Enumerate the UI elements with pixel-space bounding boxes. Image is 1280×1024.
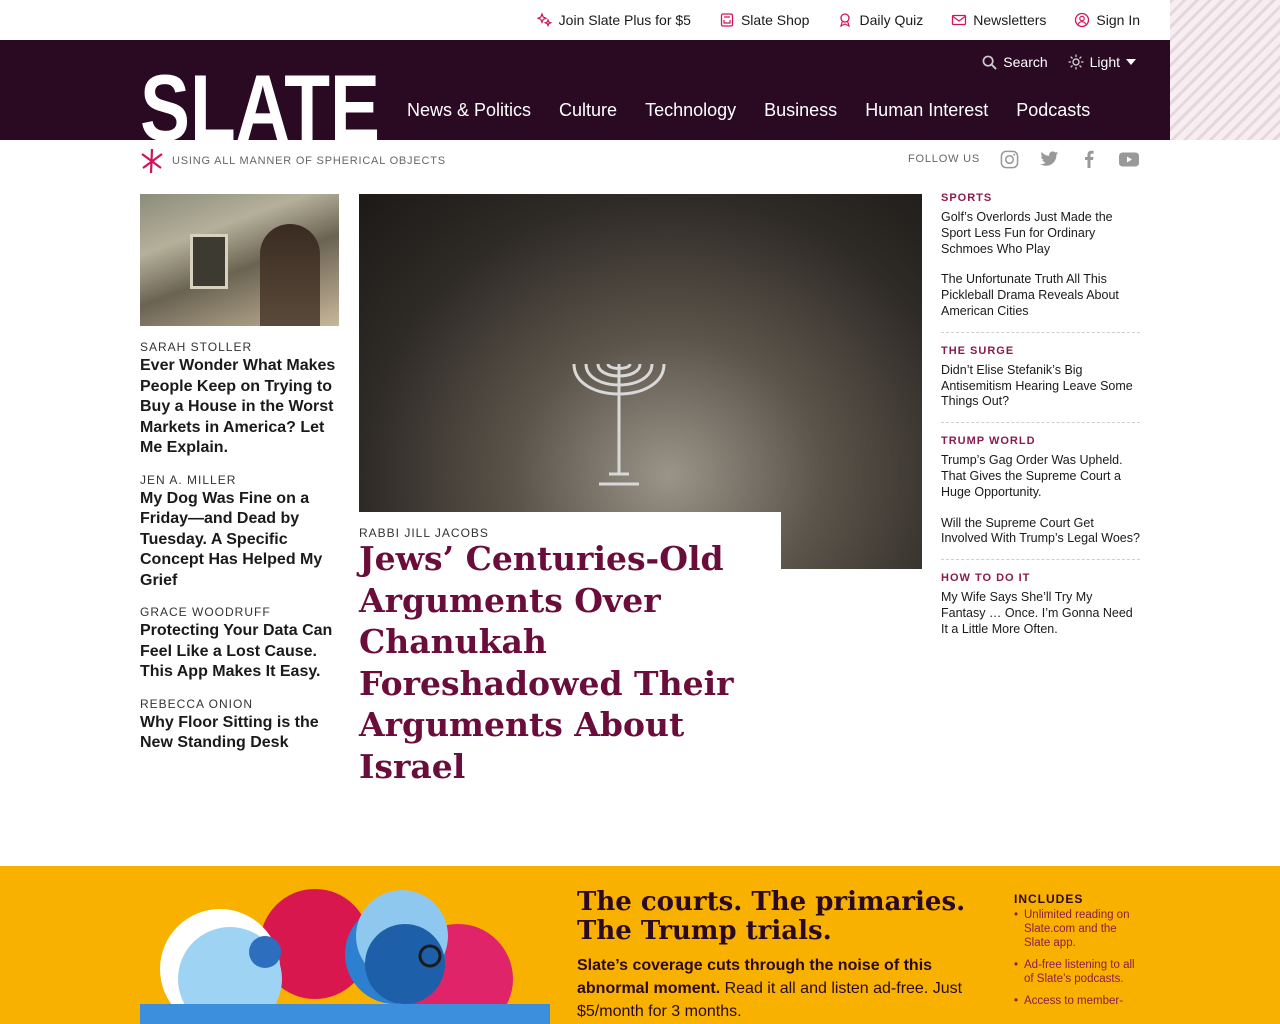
story-byline[interactable]: JEN A. MILLER [140, 472, 237, 487]
primary-nav [407, 100, 1090, 121]
newsletters-link[interactable] [951, 12, 1046, 28]
house-photo[interactable] [140, 194, 339, 326]
sparkle-icon [537, 12, 553, 28]
feature-headline[interactable]: Jews’ Centuries-Old Arguments Over Chanukah Foreshadowed Their Arguments About Israel [359, 539, 734, 786]
rail-section-how-to-do-it [941, 572, 1140, 649]
rail-link[interactable]: Golf’s Overlords Just Made the Sport Less Fun for Ordinary Schmoes Who Play [941, 210, 1113, 256]
feature-byline[interactable]: RABBI JILL JACOBS [359, 526, 489, 540]
youtube-icon [1119, 152, 1139, 167]
right-rail [941, 192, 1140, 662]
slate-asterisk-icon [140, 148, 164, 174]
promo-illustration [140, 884, 550, 1024]
story-card [140, 605, 339, 683]
youtube-link[interactable] [1118, 148, 1140, 170]
facebook-link[interactable] [1078, 148, 1100, 170]
rail-section-sports [941, 192, 1140, 333]
instagram-link[interactable] [998, 148, 1020, 170]
rail-section-trump-world [941, 435, 1140, 560]
promo-copy-bold: Slate’s coverage cuts through the noise of this abnormal moment. [577, 957, 933, 997]
slate-shop-label: Slate Shop [740, 12, 810, 28]
newsletters-label: Newsletters [973, 12, 1047, 28]
rail-link[interactable]: Will the Supreme Court Get Involved With Trump’s Legal Woes? [941, 515, 1140, 546]
nav-podcasts[interactable]: Podcasts [1016, 100, 1091, 120]
rail-kicker[interactable]: HOW TO DO IT [941, 572, 1031, 585]
shop-icon [719, 12, 735, 28]
includes-item: • Ad-free listening to all of Slate’s podcasts. [1014, 958, 1144, 986]
menorah-detail [564, 344, 674, 494]
svg-text:SLATE: SLATE [140, 68, 380, 140]
story-card [140, 697, 339, 754]
story-byline[interactable]: SARAH STOLLER [140, 340, 253, 354]
follow-us [908, 148, 1140, 170]
masthead-tools [982, 54, 1136, 70]
caret-down-icon [1126, 58, 1136, 66]
story-headline[interactable]: Protecting Your Data Can Feel Like a Lost Cause. This App Makes It Easy. [140, 622, 333, 680]
join-slate-plus-link[interactable] [537, 12, 691, 28]
daily-quiz-label: Daily Quiz [859, 12, 924, 28]
left-story-column [140, 194, 339, 754]
quiz-ribbon-icon [837, 12, 853, 28]
nav-news-politics[interactable]: News & Politics [407, 100, 532, 120]
sun-icon [1068, 54, 1084, 70]
rail-kicker[interactable]: THE SURGE [941, 344, 1015, 357]
search-button[interactable] [982, 54, 1047, 70]
promo-copy-rest: Read it all and listen ad-free. Just $5/month for 3 months. [577, 980, 963, 1020]
nav-culture[interactable]: Culture [559, 100, 618, 120]
theme-label: Light [1089, 54, 1120, 70]
includes-item: • Unlimited reading on Slate.com and the Slate app. [1014, 908, 1144, 950]
story-byline[interactable]: REBECCA ONION [140, 696, 254, 711]
facebook-icon [1084, 150, 1094, 168]
story-card [140, 473, 339, 592]
nav-human-interest[interactable]: Human Interest [865, 100, 989, 120]
nav-technology[interactable]: Technology [645, 100, 737, 120]
mail-icon [951, 12, 967, 28]
slate-shop-link[interactable] [719, 12, 810, 28]
nav-business[interactable]: Business [764, 100, 838, 120]
slate-plus-promo [0, 866, 1280, 1024]
story-card [140, 340, 339, 459]
rail-link[interactable]: Didn’t Elise Stefanik’s Big Antisemitism Hearing Leave Some Things Out? [941, 362, 1133, 409]
includes-item: • Access to member- [1014, 994, 1144, 1008]
sign-in-link[interactable] [1074, 12, 1140, 28]
follow-label: FOLLOW US [908, 153, 980, 165]
story-headline[interactable]: Why Floor Sitting is the New Standing Desk [140, 713, 319, 751]
search-icon [982, 55, 997, 70]
tagline-row [140, 148, 1140, 174]
photo-window-detail [190, 234, 228, 289]
user-icon [1074, 12, 1090, 28]
join-slate-plus-label: Join Slate Plus for $5 [558, 12, 691, 28]
rail-kicker[interactable]: TRUMP WORLD [941, 435, 1036, 448]
utility-links [537, 0, 1140, 40]
tagline [140, 148, 446, 174]
story-byline[interactable]: GRACE WOODRUFF [140, 605, 271, 619]
includes-heading: INCLUDES [1014, 892, 1084, 906]
slate-logo[interactable] [140, 68, 380, 140]
promo-includes [1014, 892, 1144, 1016]
rail-link[interactable]: My Wife Says She’ll Try My Fantasy … Once. I’m Gonna Need It a Little More Often. [941, 590, 1133, 636]
story-headline[interactable]: Ever Wonder What Makes People Keep on Trying to Buy a House in the Worst Markets in America? Let Me Explain. [140, 357, 336, 456]
twitter-icon [1040, 151, 1059, 167]
rail-link[interactable]: The Unfortunate Truth All This Pickleball Drama Reveals About American Cities [941, 272, 1119, 318]
promo-copy [577, 954, 987, 1023]
tagline-text: USING ALL MANNER OF SPHERICAL OBJECTS [172, 155, 446, 167]
photo-person-detail [260, 224, 320, 326]
decorative-stripes [1170, 0, 1280, 140]
instagram-icon [1000, 150, 1019, 169]
sign-in-label: Sign In [1096, 12, 1140, 28]
story-headline[interactable]: My Dog Was Fine on a Friday—and Dead by Tuesday. A Specific Concept Has Helped My Grief [140, 489, 323, 589]
rail-link[interactable]: Trump’s Gag Order Was Upheld. That Gives the Supreme Court a Huge Opportunity. [941, 453, 1123, 499]
daily-quiz-link[interactable] [837, 12, 923, 28]
search-label: Search [1003, 54, 1048, 70]
includes-list [1014, 908, 1144, 1008]
utility-bar [0, 0, 1280, 40]
theme-toggle[interactable] [1068, 54, 1136, 70]
rail-section-the-surge [941, 345, 1140, 423]
promo-title: The courts. The primaries. The Trump trials. [577, 887, 966, 946]
rail-kicker[interactable]: SPORTS [941, 192, 993, 204]
masthead [0, 40, 1170, 140]
twitter-link[interactable] [1038, 148, 1060, 170]
